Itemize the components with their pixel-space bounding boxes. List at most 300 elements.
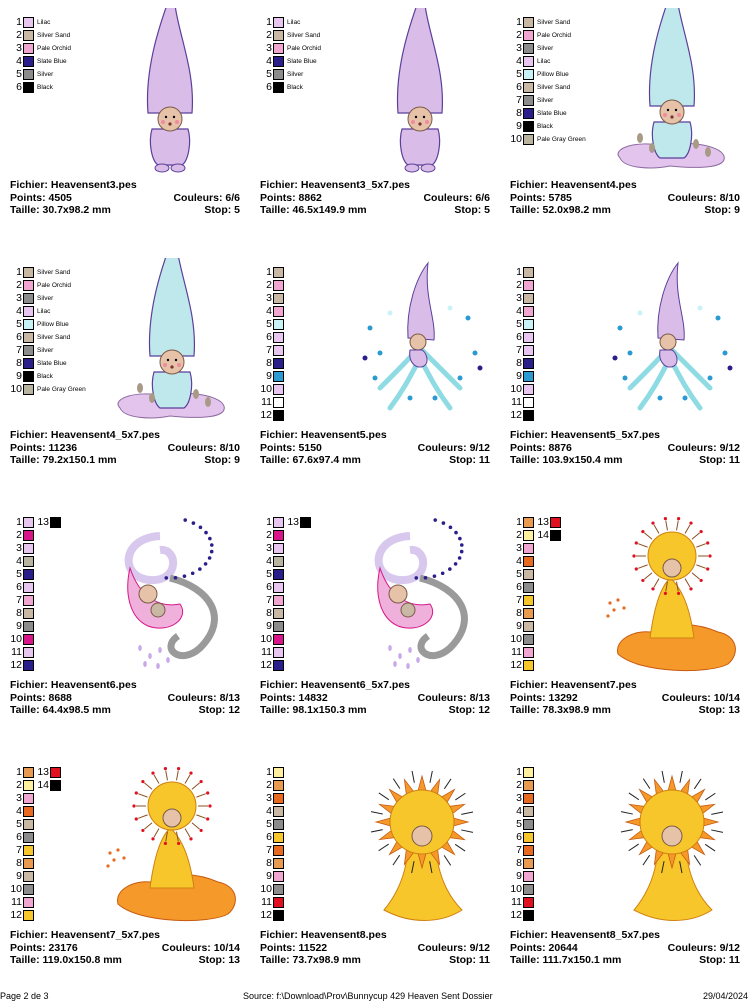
- palette-number: 1: [516, 266, 522, 278]
- color-swatch: [523, 530, 534, 541]
- file-value: Heavensent4_5x7.pes: [50, 429, 161, 441]
- stop: [449, 454, 490, 467]
- palette-number: 6: [266, 81, 272, 93]
- stop-value: 5: [234, 204, 240, 216]
- palette-entry: [510, 396, 537, 409]
- palette-number: 4: [266, 805, 272, 817]
- palette-entry: [10, 279, 86, 292]
- palette-entry: [510, 305, 537, 318]
- color-swatch: [273, 871, 284, 882]
- color-swatch: [23, 780, 34, 791]
- palette-entry: [510, 594, 564, 607]
- palette-number: 3: [16, 542, 22, 554]
- palette-entry: [10, 383, 86, 396]
- palette-entry: [510, 844, 537, 857]
- thread-name: Silver Sand: [537, 84, 571, 91]
- source-path: Source: f:\Download\Prov\Bunnycup 429 Heaven Sent Dossier: [243, 991, 493, 1001]
- color-swatch: [23, 543, 34, 554]
- points: [260, 942, 327, 955]
- points: [10, 942, 78, 955]
- palette-number: 5: [266, 568, 272, 580]
- palette-number: 12: [10, 659, 22, 671]
- color-swatch: [273, 845, 284, 856]
- colors: [668, 942, 740, 955]
- colors: [418, 692, 490, 705]
- palette-number: 4: [266, 55, 272, 67]
- color-swatch: [23, 69, 34, 80]
- embroidery-preview: [600, 758, 740, 924]
- thread-name: Pale Orchid: [537, 32, 571, 39]
- palette-entry: [510, 831, 537, 844]
- design-card: [500, 250, 750, 496]
- palette-entry: [260, 857, 287, 870]
- stop-value: 13: [228, 954, 240, 966]
- colors: [162, 942, 240, 955]
- palette-entry: [510, 383, 537, 396]
- color-swatch: [523, 69, 534, 80]
- points-value: 23176: [48, 941, 78, 954]
- thread-name: Pale Gray Green: [537, 136, 586, 143]
- color-swatch: [273, 293, 284, 304]
- palette-entry: [10, 844, 64, 857]
- palette-entry: [260, 81, 321, 94]
- stop: [204, 454, 240, 467]
- palette-entry: [260, 818, 287, 831]
- palette-number: 7: [516, 844, 522, 856]
- palette-number: 4: [266, 555, 272, 567]
- file-label: Fichier:: [260, 429, 298, 441]
- color-swatch: [273, 280, 284, 291]
- palette-entry: [10, 805, 64, 818]
- file-label: Fichier:: [10, 929, 48, 941]
- color-swatch: [273, 345, 284, 356]
- color-palette: [10, 766, 64, 922]
- design-card: [0, 750, 250, 996]
- stop: [449, 704, 490, 717]
- colors-value: 8/13: [469, 691, 490, 704]
- color-swatch: [523, 767, 534, 778]
- palette-entry: [10, 633, 64, 646]
- palette-number: 1: [16, 266, 22, 278]
- color-swatch: [273, 384, 284, 395]
- points-value: 8862: [298, 191, 322, 204]
- palette-number: 1: [266, 766, 272, 778]
- palette-entry: [260, 16, 321, 29]
- palette-number: 3: [516, 292, 522, 304]
- embroidery-illustration: [350, 8, 490, 174]
- size-label: Taille:: [10, 704, 40, 716]
- palette-number: 6: [16, 81, 22, 93]
- palette-number: 5: [16, 818, 22, 830]
- palette-entry: [510, 318, 537, 331]
- palette-entry: [10, 318, 86, 331]
- color-swatch: [23, 634, 34, 645]
- palette-entry: [260, 344, 287, 357]
- file-label: Fichier:: [510, 429, 548, 441]
- embroidery-illustration: [350, 508, 490, 674]
- palette-entry: [510, 266, 537, 279]
- palette-entry: [510, 107, 586, 120]
- color-swatch: [273, 819, 284, 830]
- palette-number: 11: [261, 646, 272, 658]
- design-card: [0, 0, 250, 246]
- palette-number: 5: [16, 318, 22, 330]
- thread-name: Silver: [537, 97, 554, 104]
- points-label: Points:: [510, 691, 546, 704]
- design-info: [260, 179, 490, 217]
- thread-name: Slate Blue: [37, 58, 67, 65]
- file-label: Fichier:: [10, 429, 48, 441]
- color-swatch: [23, 319, 34, 330]
- size-label: Taille:: [260, 704, 290, 716]
- stop-label: Stop:: [704, 204, 732, 216]
- palette-number: 3: [516, 42, 522, 54]
- color-swatch: [523, 95, 534, 106]
- palette-entry: [10, 55, 71, 68]
- colors: [168, 692, 240, 705]
- color-swatch: [23, 767, 34, 778]
- palette-entry: [510, 55, 586, 68]
- points-value: 13292: [548, 691, 578, 704]
- design-card: [250, 0, 500, 246]
- palette-number: 7: [16, 344, 22, 356]
- design-card: [250, 500, 500, 746]
- palette-entry: [10, 766, 64, 779]
- color-swatch: [523, 582, 534, 593]
- palette-number: 9: [16, 370, 22, 382]
- palette-entry: [510, 555, 564, 568]
- palette-number: 5: [266, 818, 272, 830]
- color-swatch: [523, 280, 534, 291]
- palette-number: 12: [510, 659, 522, 671]
- design-info: [510, 429, 740, 467]
- colors: [418, 442, 490, 455]
- print-date: 29/04/2024: [702, 991, 748, 1001]
- color-swatch: [23, 910, 34, 921]
- size: [510, 704, 611, 717]
- file-label: Fichier:: [10, 179, 48, 191]
- palette-number: 4: [16, 55, 22, 67]
- palette-entry: [10, 344, 86, 357]
- design-card: [250, 250, 500, 496]
- color-swatch: [523, 397, 534, 408]
- palette-entry: [10, 568, 64, 581]
- palette-number: 10: [510, 133, 522, 145]
- palette-entry: [260, 805, 287, 818]
- stop-label: Stop:: [449, 454, 476, 466]
- size-label: Taille:: [510, 704, 540, 716]
- palette-entry: [510, 370, 537, 383]
- stop-value: 11: [728, 954, 740, 966]
- color-swatch: [23, 569, 34, 580]
- palette-number: 2: [266, 279, 272, 291]
- thread-name: Silver: [37, 295, 54, 302]
- palette-entry: [10, 357, 86, 370]
- color-swatch: [23, 332, 34, 343]
- color-swatch: [23, 647, 34, 658]
- palette-entry: [260, 396, 287, 409]
- palette-entry: [260, 357, 287, 370]
- points: [10, 442, 77, 455]
- embroidery-preview: [100, 8, 240, 174]
- color-swatch: [23, 280, 34, 291]
- palette-entry: [260, 331, 287, 344]
- palette-number: 2: [16, 779, 22, 791]
- color-swatch: [273, 858, 284, 869]
- size: [510, 454, 622, 467]
- size: [260, 954, 361, 967]
- stop-label: Stop:: [448, 704, 476, 716]
- palette-number: 5: [16, 568, 22, 580]
- color-swatch: [273, 56, 284, 67]
- size: [260, 204, 367, 217]
- thread-name: Silver: [287, 71, 304, 78]
- file-name: [510, 429, 660, 442]
- palette-number: 1: [266, 266, 272, 278]
- stop: [704, 204, 740, 217]
- colors: [168, 442, 240, 455]
- palette-entry: [510, 909, 537, 922]
- file-value: Heavensent8_5x7.pes: [550, 929, 661, 941]
- color-swatch: [523, 845, 534, 856]
- palette-entry: [510, 870, 537, 883]
- design-info: [510, 929, 740, 967]
- thread-name: Black: [537, 123, 553, 130]
- file-label: Fichier:: [510, 929, 548, 941]
- palette-number: 1: [516, 516, 522, 528]
- color-swatch: [523, 384, 534, 395]
- color-swatch: [273, 806, 284, 817]
- size-label: Taille:: [260, 954, 290, 966]
- palette-entry: [260, 779, 287, 792]
- palette-entry: [10, 305, 86, 318]
- design-card: [500, 750, 750, 996]
- palette-entry: [510, 292, 537, 305]
- stop-label: Stop:: [699, 454, 726, 466]
- color-swatch: [523, 647, 534, 658]
- palette-entry: [10, 42, 71, 55]
- design-info: [10, 179, 240, 217]
- color-swatch: [23, 358, 34, 369]
- color-palette: [510, 266, 537, 422]
- palette-number: 11: [261, 396, 272, 408]
- palette-number: 4: [516, 805, 522, 817]
- palette-number: 3: [516, 792, 522, 804]
- color-swatch: [23, 832, 34, 843]
- file-name: [510, 679, 637, 692]
- color-swatch: [50, 517, 61, 528]
- color-palette: [510, 16, 586, 146]
- color-swatch: [273, 332, 284, 343]
- color-swatch: [523, 819, 534, 830]
- file-name: [260, 179, 410, 192]
- palette-entry: [10, 857, 64, 870]
- color-swatch: [550, 517, 561, 528]
- file-name: [510, 179, 637, 192]
- color-swatch: [523, 595, 534, 606]
- file-label: Fichier:: [510, 179, 548, 191]
- thread-name: Lilac: [287, 19, 301, 26]
- color-swatch: [273, 884, 284, 895]
- stop-label: Stop:: [204, 454, 232, 466]
- palette-number: 7: [516, 594, 522, 606]
- colors-value: 9/12: [469, 941, 490, 954]
- embroidery-preview: [350, 258, 490, 424]
- points-label: Points:: [510, 441, 546, 454]
- colors: [418, 942, 490, 955]
- embroidery-illustration: [350, 258, 490, 424]
- palette-number: 9: [16, 620, 22, 632]
- palette-number: 10: [510, 633, 522, 645]
- palette-entry: [260, 909, 287, 922]
- color-swatch: [523, 543, 534, 554]
- colors-label: Couleurs:: [167, 441, 217, 454]
- color-swatch: [273, 17, 284, 28]
- palette-number: 11: [511, 646, 522, 658]
- palette-number: 1: [266, 516, 272, 528]
- thread-name: Silver Sand: [37, 269, 71, 276]
- embroidery-illustration: [100, 508, 240, 674]
- file-label: Fichier:: [260, 679, 298, 691]
- palette-number: 3: [266, 792, 272, 804]
- stop-value: 12: [228, 704, 240, 716]
- points: [10, 192, 72, 205]
- palette-entry: [260, 766, 287, 779]
- color-swatch: [23, 871, 34, 882]
- palette-entry: [260, 292, 287, 305]
- palette-number: 7: [266, 844, 272, 856]
- color-swatch: [273, 767, 284, 778]
- embroidery-illustration: [350, 758, 490, 924]
- colors-value: 8/10: [219, 441, 240, 454]
- color-swatch: [273, 595, 284, 606]
- color-swatch: [523, 660, 534, 671]
- thread-name: Silver: [37, 347, 54, 354]
- color-swatch: [273, 530, 284, 541]
- embroidery-preview: [100, 508, 240, 674]
- color-swatch: [273, 43, 284, 54]
- palette-number: 6: [266, 331, 272, 343]
- file-label: Fichier:: [510, 679, 548, 691]
- thread-name: Slate Blue: [287, 58, 317, 65]
- points-value: 20644: [548, 941, 578, 954]
- palette-number: 9: [266, 870, 272, 882]
- palette-entry: [10, 779, 64, 792]
- palette-entry: [260, 831, 287, 844]
- palette-entry-extra: [37, 766, 64, 779]
- palette-entry: [510, 409, 537, 422]
- color-swatch: [273, 371, 284, 382]
- color-swatch: [523, 332, 534, 343]
- color-swatch: [273, 660, 284, 671]
- colors-label: Couleurs:: [667, 441, 717, 454]
- file-value: Heavensent7_5x7.pes: [50, 929, 161, 941]
- design-card: [500, 0, 750, 246]
- color-palette: [260, 16, 321, 94]
- palette-entry: [510, 516, 564, 529]
- colors-label: Couleurs:: [161, 941, 211, 954]
- design-card: [0, 250, 250, 496]
- color-swatch: [300, 517, 311, 528]
- palette-number: 5: [266, 318, 272, 330]
- file-value: Heavensent3.pes: [50, 179, 137, 191]
- points: [510, 192, 572, 205]
- palette-entry: [260, 305, 287, 318]
- color-swatch: [23, 858, 34, 869]
- page-number: Page 2 de 3: [0, 991, 49, 1001]
- palette-entry: [510, 633, 564, 646]
- palette-entry: [510, 620, 564, 633]
- stop-value: 9: [734, 204, 740, 216]
- embroidery-preview: [350, 8, 490, 174]
- color-swatch: [523, 82, 534, 93]
- palette-number: 7: [266, 594, 272, 606]
- palette-number: 14: [537, 529, 549, 541]
- points-label: Points:: [260, 441, 296, 454]
- palette-number: 2: [16, 279, 22, 291]
- palette-entry: [510, 133, 586, 146]
- file-name: [10, 429, 160, 442]
- embroidery-illustration: [100, 8, 240, 174]
- palette-number: 7: [266, 344, 272, 356]
- stop-label: Stop:: [198, 704, 226, 716]
- stop-value: 9: [234, 454, 240, 466]
- palette-entry: [510, 529, 564, 542]
- size-value: 111.7x150.1 mm: [542, 954, 622, 966]
- palette-entry: [10, 516, 64, 529]
- palette-number: 12: [260, 409, 272, 421]
- points: [510, 442, 572, 455]
- size-label: Taille:: [10, 204, 40, 216]
- color-swatch: [273, 517, 284, 528]
- size-value: 79.2x150.1 mm: [42, 454, 117, 466]
- palette-entry: [10, 909, 64, 922]
- thread-name: Silver: [37, 71, 54, 78]
- color-swatch: [273, 647, 284, 658]
- palette-number: 9: [266, 620, 272, 632]
- points-value: 14832: [298, 691, 328, 704]
- palette-number: 13: [37, 766, 49, 778]
- palette-entry: [260, 870, 287, 883]
- file-name: [510, 929, 660, 942]
- palette-entry: [260, 542, 314, 555]
- palette-entry: [510, 646, 564, 659]
- palette-number: 3: [266, 292, 272, 304]
- palette-entry: [10, 607, 64, 620]
- palette-number: 4: [266, 305, 272, 317]
- palette-number: 6: [516, 81, 522, 93]
- palette-entry: [510, 818, 537, 831]
- palette-number: 4: [516, 55, 522, 67]
- color-swatch: [523, 410, 534, 421]
- palette-entry: [10, 529, 64, 542]
- palette-number: 10: [260, 883, 272, 895]
- stop-label: Stop:: [699, 954, 726, 966]
- palette-entry: [10, 896, 64, 909]
- color-swatch: [273, 621, 284, 632]
- color-swatch: [523, 871, 534, 882]
- colors-value: 6/6: [475, 191, 490, 204]
- palette-entry: [10, 266, 86, 279]
- color-palette: [10, 16, 71, 94]
- color-swatch: [23, 43, 34, 54]
- size: [260, 454, 361, 467]
- size-value: 67.6x97.4 mm: [292, 454, 361, 466]
- palette-number: 2: [516, 279, 522, 291]
- palette-number: 5: [516, 818, 522, 830]
- thread-name: Silver Sand: [537, 19, 571, 26]
- file-value: Heavensent4.pes: [550, 179, 637, 191]
